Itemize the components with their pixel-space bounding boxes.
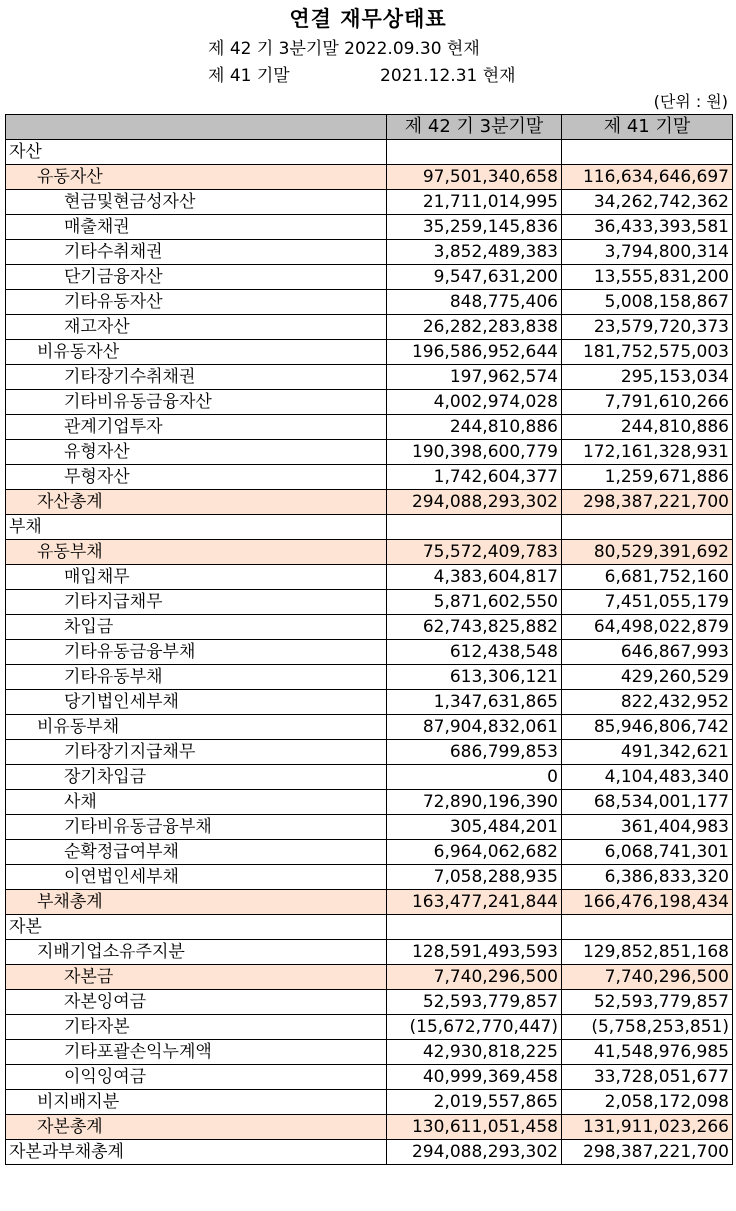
table-row [6,790,733,815]
document-title: 연결 재무상태표 [289,7,447,31]
current-amount-cell: 294,088,293,302 [387,1140,562,1165]
unit-label: (단위 : 원) [653,92,728,111]
account-name-cell: 사채 [6,790,387,815]
account-name-cell: 이익잉여금 [6,1065,387,1090]
prior-amount-cell [562,915,733,940]
prior-amount-cell [562,140,733,165]
current-amount-cell: 305,484,201 [387,815,562,840]
prior-amount-cell: 68,534,001,177 [562,790,733,815]
period-prior-date: 2021.12.31 현재 [380,66,516,86]
table-row [6,965,733,990]
account-name-cell: 기타포괄손익누계액 [6,1040,387,1065]
column-header-account [6,115,387,140]
table-row [6,1090,733,1115]
account-name-cell: 자본금 [6,965,387,990]
account-name-cell: 기타자본 [6,1015,387,1040]
prior-amount-cell: 7,791,610,266 [562,390,733,415]
balance-sheet-table [5,114,733,1165]
account-name-cell: 자본 [6,915,387,940]
prior-amount-cell: 181,752,575,003 [562,340,733,365]
account-name-cell: 자산 [6,140,387,165]
current-amount-cell: 4,383,604,817 [387,565,562,590]
account-name-cell: 당기법인세부채 [6,690,387,715]
account-name-cell: 비지배지분 [6,1090,387,1115]
current-amount-cell: 26,282,283,838 [387,315,562,340]
current-amount-cell: 163,477,241,844 [387,890,562,915]
account-name-cell: 기타수취채권 [6,240,387,265]
prior-amount-cell: 6,681,752,160 [562,565,733,590]
prior-amount-cell: 3,794,800,314 [562,240,733,265]
table-row [6,540,733,565]
table-row [6,1115,733,1140]
account-name-cell: 유동자산 [6,165,387,190]
column-header-prior: 제 41 기말 [562,115,733,140]
table-row [6,415,733,440]
account-name-cell: 자본잉여금 [6,990,387,1015]
table-row [6,840,733,865]
prior-amount-cell [562,515,733,540]
prior-amount-cell: 64,498,022,879 [562,615,733,640]
table-body [6,140,733,1165]
prior-amount-cell: 244,810,886 [562,415,733,440]
account-name-cell: 기타장기수취채권 [6,365,387,390]
account-name-cell: 비유동부채 [6,715,387,740]
prior-amount-cell: 1,259,671,886 [562,465,733,490]
table-row [6,215,733,240]
account-name-cell: 기타유동금융부채 [6,640,387,665]
prior-amount-cell: 34,262,742,362 [562,190,733,215]
prior-amount-cell: 4,104,483,340 [562,765,733,790]
prior-amount-cell: 295,153,034 [562,365,733,390]
table-row [6,390,733,415]
current-amount-cell: 1,347,631,865 [387,690,562,715]
prior-amount-cell: 429,260,529 [562,665,733,690]
current-amount-cell: 62,743,825,882 [387,615,562,640]
column-header-current: 제 42 기 3분기말 [387,115,562,140]
current-amount-cell: 87,904,832,061 [387,715,562,740]
table-row [6,740,733,765]
current-amount-cell: 848,775,406 [387,290,562,315]
account-name-cell: 기타비유동금융부채 [6,815,387,840]
prior-amount-cell: 361,404,983 [562,815,733,840]
table-row [6,665,733,690]
current-amount-cell: 1,742,604,377 [387,465,562,490]
current-amount-cell: 7,058,288,935 [387,865,562,890]
account-name-cell: 매입채무 [6,565,387,590]
prior-amount-cell: 298,387,221,700 [562,1140,733,1165]
account-name-cell: 매출채권 [6,215,387,240]
account-name-cell: 비유동자산 [6,340,387,365]
account-name-cell: 단기금융자산 [6,265,387,290]
prior-amount-cell: 131,911,023,266 [562,1115,733,1140]
table-row [6,465,733,490]
account-name-cell: 기타유동부채 [6,665,387,690]
current-amount-cell: 35,259,145,836 [387,215,562,240]
account-name-cell: 관계기업투자 [6,415,387,440]
period-prior-label: 제 41 기말 [208,66,290,86]
current-amount-cell: 97,501,340,658 [387,165,562,190]
table-row [6,1015,733,1040]
account-name-cell: 이연법인세부채 [6,865,387,890]
table-row [6,640,733,665]
current-amount-cell: 6,964,062,682 [387,840,562,865]
prior-amount-cell: 116,634,646,697 [562,165,733,190]
prior-amount-cell: 33,728,051,677 [562,1065,733,1090]
current-amount-cell: 21,711,014,995 [387,190,562,215]
prior-amount-cell: 7,740,296,500 [562,965,733,990]
current-amount-cell: 52,593,779,857 [387,990,562,1015]
account-name-cell: 자산총계 [6,490,387,515]
current-amount-cell: 7,740,296,500 [387,965,562,990]
current-amount-cell: 128,591,493,593 [387,940,562,965]
prior-amount-cell: 6,386,833,320 [562,865,733,890]
table-row [6,890,733,915]
current-amount-cell: 197,962,574 [387,365,562,390]
table-row [6,365,733,390]
prior-amount-cell: 298,387,221,700 [562,490,733,515]
table-row [6,440,733,465]
account-name-cell: 차입금 [6,615,387,640]
table-row [6,815,733,840]
table-row [6,565,733,590]
account-name-cell: 기타지급채무 [6,590,387,615]
table-row [6,865,733,890]
current-amount-cell: 613,306,121 [387,665,562,690]
prior-amount-cell: 7,451,055,179 [562,590,733,615]
prior-amount-cell: 85,946,806,742 [562,715,733,740]
account-name-cell: 부채 [6,515,387,540]
period-current: 제 42 기 3분기말 2022.09.30 현재 [208,39,480,59]
current-amount-cell: 612,438,548 [387,640,562,665]
table-row [6,915,733,940]
prior-amount-cell: 129,852,851,168 [562,940,733,965]
prior-amount-cell: 52,593,779,857 [562,990,733,1015]
account-name-cell: 유동부채 [6,540,387,565]
current-amount-cell: 130,611,051,458 [387,1115,562,1140]
current-amount-cell: 2,019,557,865 [387,1090,562,1115]
table-row [6,315,733,340]
prior-amount-cell: 166,476,198,434 [562,890,733,915]
account-name-cell: 기타비유동금융자산 [6,390,387,415]
table-row [6,515,733,540]
current-amount-cell [387,140,562,165]
prior-amount-cell: 36,433,393,581 [562,215,733,240]
prior-amount-cell: 6,068,741,301 [562,840,733,865]
current-amount-cell: 190,398,600,779 [387,440,562,465]
prior-amount-cell: 822,432,952 [562,690,733,715]
current-amount-cell: 42,930,818,225 [387,1040,562,1065]
account-name-cell: 기타장기지급채무 [6,740,387,765]
current-amount-cell: 294,088,293,302 [387,490,562,515]
prior-amount-cell: 80,529,391,692 [562,540,733,565]
table-row [6,765,733,790]
account-name-cell: 부채총계 [6,890,387,915]
table-row [6,1040,733,1065]
current-amount-cell: 72,890,196,390 [387,790,562,815]
table-row [6,240,733,265]
current-amount-cell: 196,586,952,644 [387,340,562,365]
current-amount-cell [387,515,562,540]
table-row [6,690,733,715]
table-row [6,715,733,740]
prior-amount-cell: 2,058,172,098 [562,1090,733,1115]
table-row [6,490,733,515]
table-row [6,190,733,215]
table-row [6,1065,733,1090]
account-name-cell: 현금및현금성자산 [6,190,387,215]
account-name-cell: 무형자산 [6,465,387,490]
table-row [6,1140,733,1165]
table-header-row [6,115,733,140]
account-name-cell: 유형자산 [6,440,387,465]
prior-amount-cell: 172,161,328,931 [562,440,733,465]
account-name-cell: 순확정급여부채 [6,840,387,865]
account-name-cell: 장기차입금 [6,765,387,790]
current-amount-cell: 4,002,974,028 [387,390,562,415]
account-name-cell: 자본과부채총계 [6,1140,387,1165]
current-amount-cell: 5,871,602,550 [387,590,562,615]
table-row [6,940,733,965]
current-amount-cell: 40,999,369,458 [387,1065,562,1090]
current-amount-cell: 0 [387,765,562,790]
account-name-cell: 지배기업소유주지분 [6,940,387,965]
prior-amount-cell: 13,555,831,200 [562,265,733,290]
current-amount-cell: 3,852,489,383 [387,240,562,265]
prior-amount-cell: 491,342,621 [562,740,733,765]
prior-amount-cell: 5,008,158,867 [562,290,733,315]
table-row [6,265,733,290]
table-row [6,615,733,640]
current-amount-cell: 244,810,886 [387,415,562,440]
table-row [6,140,733,165]
table-row [6,590,733,615]
current-amount-cell: (15,672,770,447) [387,1015,562,1040]
current-amount-cell: 686,799,853 [387,740,562,765]
table-row [6,990,733,1015]
current-amount-cell [387,915,562,940]
prior-amount-cell: 41,548,976,985 [562,1040,733,1065]
table-row [6,290,733,315]
account-name-cell: 재고자산 [6,315,387,340]
current-amount-cell: 75,572,409,783 [387,540,562,565]
prior-amount-cell: 646,867,993 [562,640,733,665]
account-name-cell: 기타유동자산 [6,290,387,315]
account-name-cell: 자본총계 [6,1115,387,1140]
table-row [6,165,733,190]
table-row [6,340,733,365]
current-amount-cell: 9,547,631,200 [387,265,562,290]
prior-amount-cell: (5,758,253,851) [562,1015,733,1040]
prior-amount-cell: 23,579,720,373 [562,315,733,340]
